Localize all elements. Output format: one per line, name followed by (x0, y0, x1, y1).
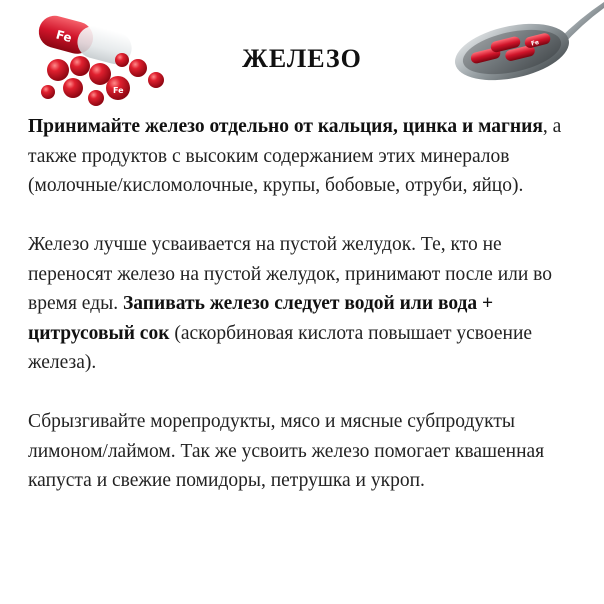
article-body (28, 112, 588, 525)
paragraph-2-part2: (аскорбиновая кислота повышает усвоение железа). (28, 322, 533, 373)
svg-text:Fe: Fe (113, 86, 124, 95)
paragraph-3: Сбрызгивайте морепродукты, мясо и мясные субпродукты лимоном/лаймом. Так же усвоить железо помогает квашенная капуста и свежие помидоры, петрушка и укроп. (28, 411, 545, 491)
page-title: ЖЕЛЕЗО (242, 44, 362, 73)
paragraph-1-bold-lead: Принимайте железо отдельно от кальция, цинка и магния (28, 116, 543, 137)
paragraph-1-rest: , а также продуктов с высоким содержанием этих минералов (молочные/кисломолочные, крупы, бобовые, отруби, яйцо). (28, 116, 562, 196)
paragraph-2-bold: Запивать железо следует водой или вода + цитрусовый сок (28, 293, 494, 344)
svg-text:Fe: Fe (530, 38, 540, 48)
paragraph-2-part1: Железо лучше усваивается на пустой желудок. Те, кто не переносят железо на пустой желудок, принимают после или во время еды. (28, 234, 552, 314)
paragraph-2 (28, 230, 588, 378)
paragraph-1 (28, 112, 588, 201)
pill-label: Fe (54, 27, 74, 46)
